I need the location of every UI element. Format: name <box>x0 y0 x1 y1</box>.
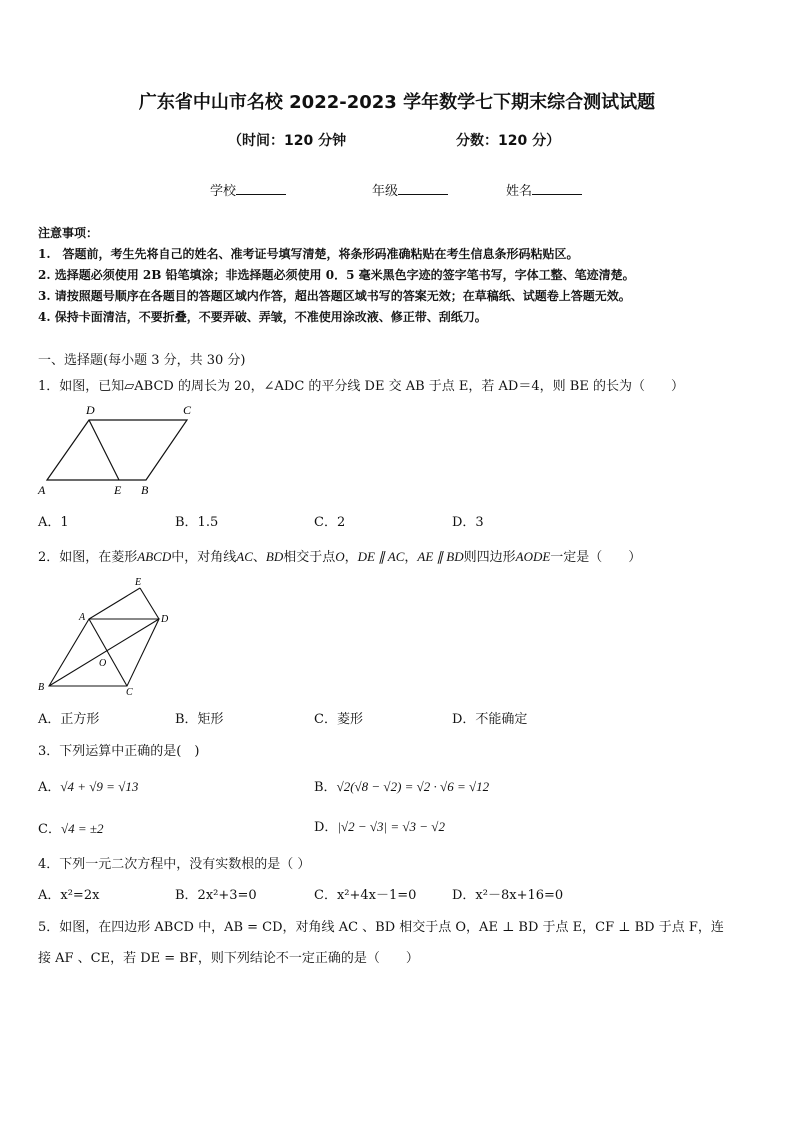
q2-text-part: 2．如图，在菱形 <box>38 550 138 565</box>
notice-item: 3. 请按照题号顺序在各题目的答题区域内作答，超出答题区域书写的答案无效；在草稿纸、试题卷上答题无效。 <box>38 289 631 303</box>
notice-item: 4. 保持卡面清洁，不要折叠，不要弄破、弄皱，不准使用涂改液、修正带、刮纸刀。 <box>38 310 487 324</box>
q2-math-ac: AC <box>236 549 253 564</box>
notice-item: 1. 答题前，考生先将自己的姓名、准考证号填写清楚，将条形码准确粘贴在考生信息条形码粘贴区。 <box>38 247 579 261</box>
exam-score: 分数：120 分） <box>456 133 561 149</box>
question-2-text <box>38 546 641 565</box>
q2-option-a[interactable]: A．正方形 <box>38 712 100 727</box>
question-4-text: 4．下列一元二次方程中，没有实数根的是（ ） <box>38 857 311 872</box>
name-label: 姓名 <box>506 184 533 199</box>
notice-heading: 注意事项： <box>38 226 99 240</box>
q3-option-a-expr: √4 + √9 = √13 <box>60 779 139 794</box>
question-5-line-2: 接 AF 、CE，若 DE = BF，则下列结论不一定正确的是（ ） <box>38 951 419 966</box>
name-blank[interactable] <box>532 182 582 195</box>
q2-math-o: O <box>335 549 345 564</box>
label-a: A <box>38 483 46 497</box>
q3-option-c[interactable] <box>38 818 104 837</box>
q3-option-a-prefix: A． <box>38 780 61 795</box>
label-e: E <box>114 483 122 497</box>
label-e: E <box>135 577 142 588</box>
q3-option-c-expr: √4 = ±2 <box>60 821 104 836</box>
label-d: D <box>161 614 169 625</box>
q3-option-c-prefix: C． <box>38 822 61 837</box>
q3-option-a[interactable] <box>38 776 138 795</box>
q2-text-part: 、 <box>252 550 266 565</box>
label-c: C <box>126 687 133 698</box>
q3-option-d-expr: |√2 − √3| = √3 − √2 <box>337 819 445 834</box>
q2-option-d[interactable]: D．不能确定 <box>452 712 528 727</box>
grade-field <box>372 180 448 199</box>
segment-ed <box>140 588 159 619</box>
segment-ae <box>89 588 140 619</box>
q1-option-a[interactable]: A．1 <box>38 515 69 530</box>
school-label: 学校 <box>210 184 237 199</box>
page-title: 广东省中山市名校 2022-2023 学年数学七下期末综合测试试题 <box>138 92 656 113</box>
q3-option-d[interactable] <box>314 816 445 835</box>
q2-option-c[interactable]: C．菱形 <box>314 712 363 727</box>
q1-option-d[interactable]: D．3 <box>452 515 484 530</box>
q2-text-part: ， <box>404 550 418 565</box>
notice-item: 2. 选择题必须使用 2B 铅笔填涂；非选择题必须使用 0．5 毫米黑色字迹的签字笔书写，字体工整、笔迹清楚。 <box>38 268 635 282</box>
q2-text-part: 相交于点 <box>283 550 336 565</box>
q4-option-a[interactable]: A．x²=2x <box>38 888 100 903</box>
q2-math-ae-parallel-bd: AE ∥ BD <box>417 549 464 564</box>
question-3-text: 3．下列运算中正确的是( ) <box>38 744 200 759</box>
school-blank[interactable] <box>236 182 286 195</box>
label-o: O <box>99 658 107 669</box>
grade-blank[interactable] <box>398 182 448 195</box>
label-d: D <box>86 403 95 417</box>
label-b: B <box>38 682 45 693</box>
q1-option-c[interactable]: C．2 <box>314 515 346 530</box>
q4-option-c[interactable]: C．x²+4x－1=0 <box>314 888 417 903</box>
bisector-de <box>89 420 119 480</box>
grade-label: 年级 <box>372 184 399 199</box>
q1-option-b[interactable]: B．1.5 <box>175 515 219 530</box>
parallelogram-shape <box>47 420 187 480</box>
q2-math-bd: BD <box>265 549 284 564</box>
q2-text-part: 中，对角线 <box>171 550 237 565</box>
label-b: B <box>141 483 149 497</box>
q4-option-b[interactable]: B．2x²+3=0 <box>175 888 257 903</box>
question-1-figure <box>34 400 204 500</box>
q4-option-d[interactable]: D．x²－8x+16=0 <box>452 888 564 903</box>
q3-option-b[interactable] <box>314 776 489 795</box>
q2-text-part: ， <box>344 550 358 565</box>
section-heading: 一、选择题(每小题 3 分，共 30 分) <box>38 353 246 368</box>
q2-option-b[interactable]: B．矩形 <box>175 712 224 727</box>
name-field <box>506 180 582 199</box>
q2-math-abcd: ABCD <box>137 549 172 564</box>
question-5-line-1: 5．如图，在四边形 ABCD 中，AB = CD，对角线 AC 、BD 相交于点 O，AE ⊥ BD 于点 E，CF ⊥ BD 于点 F，连 <box>38 920 724 935</box>
diagonal-ac <box>89 619 127 686</box>
label-a: A <box>79 612 86 623</box>
question-1-text: 1．如图，已知▱ABCD 的周长为 20，∠ADC 的平分线 DE 交 AB 于点 E，若 AD＝4，则 BE 的长为（ ） <box>38 379 684 394</box>
q2-math-aode: AODE <box>515 549 551 564</box>
q2-text-part: 则四边形 <box>463 550 516 565</box>
school-field <box>210 180 286 199</box>
q3-option-b-prefix: B． <box>314 780 337 795</box>
label-c: C <box>183 403 192 417</box>
q2-math-de-parallel-ac: DE ∥ AC <box>357 549 405 564</box>
exam-time: （时间：120 分钟 <box>228 133 347 149</box>
q3-option-d-prefix: D． <box>314 820 338 835</box>
q2-text-part: 一定是（ ） <box>550 550 642 565</box>
q3-option-b-expr: √2(√8 − √2) = √2 · √6 = √12 <box>336 779 490 794</box>
question-2-figure <box>34 574 184 698</box>
